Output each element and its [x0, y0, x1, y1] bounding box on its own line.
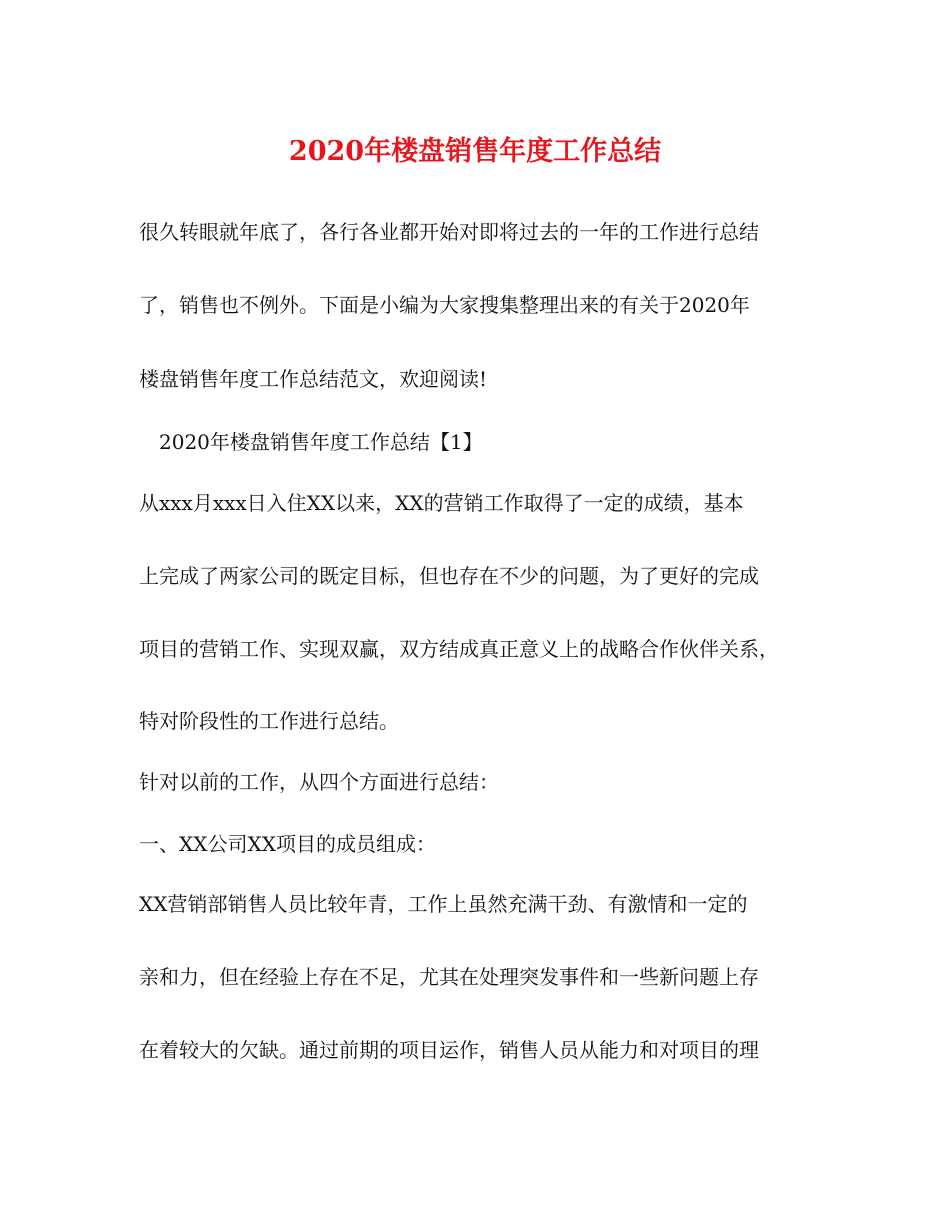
paragraph-line: 在着较大的欠缺。通过前期的项目运作，销售人员从能力和对项目的理 [139, 1038, 759, 1062]
paragraph-line: 上完成了两家公司的既定目标，但也存在不少的问题，为了更好的完成 [139, 564, 759, 588]
subsection-heading: 一、XX公司XX项目的成员组成： [139, 832, 436, 856]
paragraph-line: 从xxx月xxx日入住XX以来，XX的营销工作取得了一定的成绩，基本 [139, 491, 744, 515]
paragraph-line: 很久转眼就年底了，各行各业都开始对即将过去的一年的工作进行总结 [139, 220, 759, 244]
section-heading: 2020年楼盘销售年度工作总结【1】 [159, 430, 483, 454]
paragraph-line: XX营销部销售人员比较年青，工作上虽然充满干劲、有激情和一定的 [139, 892, 748, 916]
paragraph-line: 特对阶段性的工作进行总结。 [139, 709, 399, 733]
paragraph-line: 楼盘销售年度工作总结范文，欢迎阅读! [139, 367, 488, 391]
paragraph-line: 项目的营销工作、实现双赢，双方结成真正意义上的战略合作伙伴关系， [139, 637, 779, 661]
document-title: 2020年楼盘销售年度工作总结 [288, 136, 662, 167]
paragraph-line: 了，销售也不例外。下面是小编为大家搜集整理出来的有关于2020年 [139, 293, 750, 317]
paragraph-line: 针对以前的工作，从四个方面进行总结： [139, 770, 499, 794]
paragraph-line: 亲和力，但在经验上存在不足，尤其在处理突发事件和一些新问题上存 [139, 965, 759, 989]
